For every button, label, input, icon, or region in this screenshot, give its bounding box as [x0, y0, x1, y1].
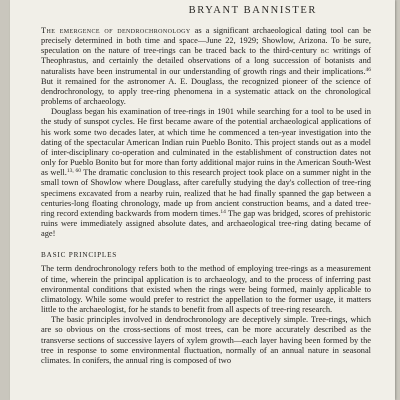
- paragraph-intro: [41, 26, 371, 107]
- book-page: [10, 0, 395, 400]
- text-run: The dramatic conclusion to this research project took place on a summer night in the small town of Showlow where Douglass, after carefully studying the day's collection of tree-ring specimens excavated from a nearby ruin, realized that he had finally spanned the gap between a centuries-long floating chronology, made up from ancient construction beams, and a dated tree-ring record extending backwards from modern times.: [41, 168, 371, 218]
- text-run: The gap was bridged, scores of prehistoric ruins were immediately assigned absolute dates, and archaeological tree-ring dating became of age!: [41, 208, 371, 239]
- footnote-ref: 13, 60: [66, 168, 81, 175]
- running-header-author: BRYANT BANNISTER: [188, 5, 317, 16]
- paragraph-douglass: [41, 107, 371, 239]
- text-run: writings of Theophrastus, and certainly the detailed observations of a long succession of botanists and naturalists have been instrumental in our understanding of growth rings and their implications.: [41, 46, 372, 76]
- era-abbreviation: bc: [320, 46, 330, 56]
- paragraph-principles: The basic principles involved in dendrochronology are deceptively simple. Tree-rings, which are so obvious on the cross-sections of most trees, can be more accurately described as the transverse sections of successive layers of xylem growth—each layer having been formed by the tree in response to some environmental fluctuation, normally of an annual nature in seasonal climates. In conifers, the annual ring is composed of two: [41, 315, 371, 365]
- body-text: [41, 26, 371, 366]
- section-heading: BASIC PRINCIPLES: [41, 251, 118, 260]
- text-run: as a significant archaeological dating tool can be precisely determined in both time and space—June 22, 1929; Showlow, Arizona. To be sure, speculation on the nature of tree-rings can be traced back to the third-century: [41, 26, 372, 56]
- footnote-ref: 14: [220, 208, 226, 215]
- lead-in-small-caps: The emergence of dendrochronology: [41, 26, 191, 35]
- text-run: But it remained for the astronomer A. E. Douglass, the recognized pioneer of the science of dendrochronology, to apply tree-ring phenomena in a systematic attack on the chronological problems of archaeology.: [41, 76, 371, 107]
- paragraph-term: The term dendrochronology refers both to the method of employing tree-rings as a measurement of time, wherein the principal application is to archaeology, and to the process of inferring past environmental conditions that existed when the rings were being formed, mainly applicable to climatology. While some would prefer to restrict the appellation to the former usage, it matters little to the archaeologist, for he stands to benefit from all aspects of tree-ring research.: [41, 264, 371, 315]
- text-run: Douglass began his examination of tree-rings in 1901 while searching for a tool to be used in the study of sunspot cycles. He first became aware of the potential archaeological applications of his work some two decades later, at which time he commenced a ten-year investigation into the dating of the spectacular American Indian ruin Pueblo Bonito. This project stands out as a model of inter-disciplinary co-operation and culminated in the establishment of construction dates not only for Pueblo Bonito but for more than forty additional major ruins in the American South-West as well.: [41, 107, 371, 178]
- footnote-ref: 46: [365, 66, 371, 73]
